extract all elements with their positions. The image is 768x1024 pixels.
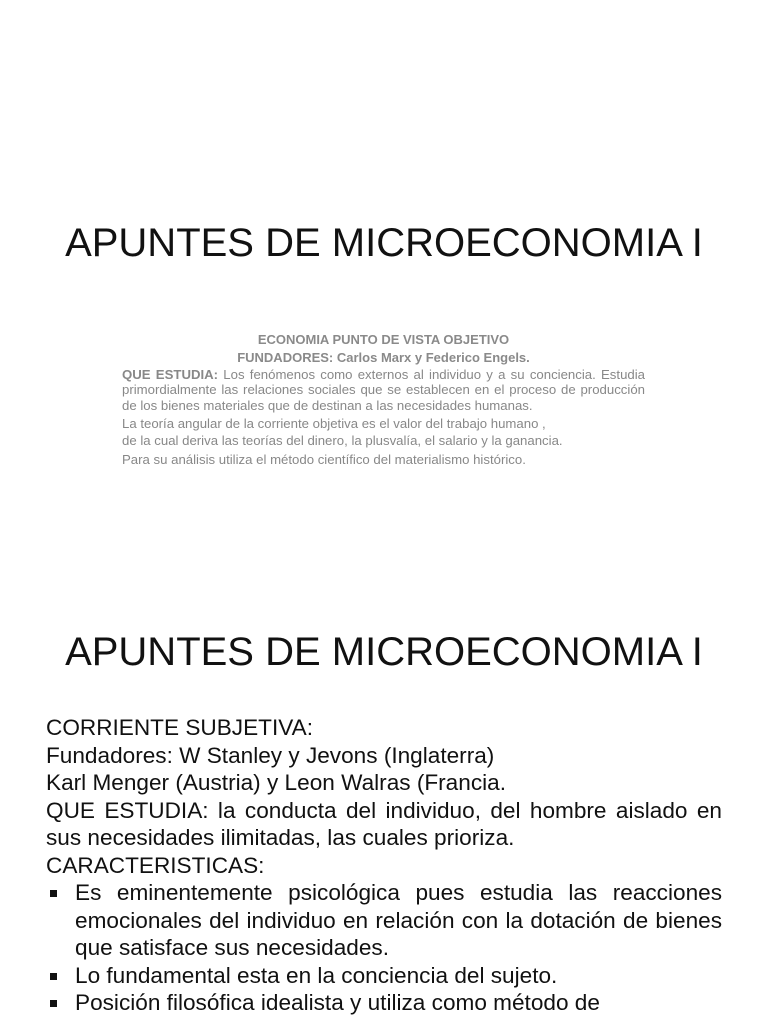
slide-1-heading-fundadores: FUNDADORES: Carlos Marx y Federico Engels. bbox=[237, 350, 530, 365]
square-bullet-icon bbox=[50, 1000, 57, 1007]
que-estudia-text: Los fenómenos como externos al individuo y a su conciencia. Estudia primordialmente las relaciones sociales que se establecen en el proceso de producción de los bienes materiales que de destinan a las necesidades humanas. bbox=[122, 367, 646, 413]
slide-1-deriva-line: de la cual deriva las teorías del dinero, la plusvalía, el salario y la ganancia. bbox=[122, 433, 563, 449]
que-estudia-paragraph: QUE ESTUDIA: la conducta del individuo, del hombre aislado en sus necesidades ilimitadas, las cuales prioriza. bbox=[46, 797, 722, 850]
slide-1-teoria-line: La teoría angular de la corriente objetiva es el valor del trabajo humano , bbox=[122, 416, 546, 432]
slide-1-analisis-line: Para su análisis utiliza el método científico del materialismo histórico. bbox=[122, 452, 526, 468]
slide-1-content bbox=[122, 331, 645, 468]
caracteristicas-heading: CARACTERISTICAS: bbox=[46, 852, 265, 878]
list-item bbox=[46, 962, 722, 990]
que-estudia-label: QUE ESTUDIA: bbox=[122, 367, 219, 382]
caracteristicas-list bbox=[46, 879, 722, 1017]
list-item-text: Es eminentemente psicológica pues estudia las reacciones emocionales del individuo en relación con la dotación de bienes que satisface sus necesidades. bbox=[75, 880, 722, 960]
list-item-text: Posición filosófica idealista y utiliza como método de bbox=[75, 990, 600, 1015]
fundadores-line: Fundadores: W Stanley y Jevons (Inglaterra) bbox=[46, 742, 495, 768]
slide-1-heading-economia: ECONOMIA PUNTO DE VISTA OBJETIVO bbox=[257, 332, 510, 347]
list-item bbox=[46, 879, 722, 962]
slide-2 bbox=[0, 576, 768, 1024]
square-bullet-icon bbox=[50, 973, 57, 980]
slide-2-content bbox=[46, 714, 722, 1017]
list-item bbox=[46, 989, 722, 1017]
square-bullet-icon bbox=[50, 890, 57, 897]
list-item-text: Lo fundamental esta en la conciencia del sujeto. bbox=[75, 962, 558, 988]
corriente-subjetiva: CORRIENTE SUBJETIVA: bbox=[46, 715, 313, 740]
slide-1-que-estudia bbox=[122, 367, 645, 413]
slide-1-title: APUNTES DE MICROECONOMIA I bbox=[65, 221, 703, 265]
slide-2-title: APUNTES DE MICROECONOMIA I bbox=[65, 630, 703, 674]
menger-walras-line: Karl Menger (Austria) y Leon Walras (Francia. bbox=[46, 770, 506, 795]
